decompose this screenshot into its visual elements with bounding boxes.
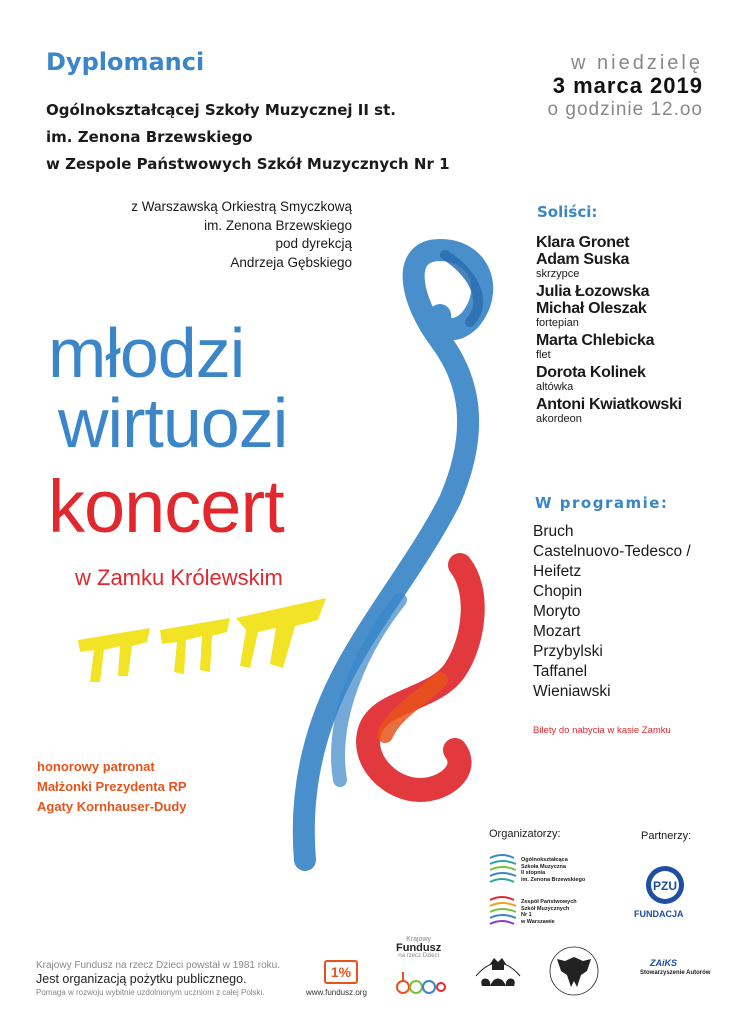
orchestra-line: z Warszawską Orkiestrą Smyczkową <box>131 199 352 214</box>
headline-location: w Zamku Królewskim <box>75 565 283 590</box>
zaiks-subtitle: Stowarzyszenie Autorów <box>640 970 711 976</box>
pzu-logo-icon <box>645 865 685 905</box>
program-heading: W programie: <box>535 494 669 512</box>
soloist-instrument: fortepian <box>536 317 579 329</box>
pzu-foundation-label: FUNDACJA <box>634 909 684 919</box>
one-percent-badge: 1% <box>324 960 358 984</box>
soloist-name: Dorota Kolinek <box>536 364 646 381</box>
composer: Taffanel <box>533 663 588 680</box>
soloists-list <box>536 234 682 428</box>
orchestra-info <box>60 198 352 272</box>
program-list <box>533 522 691 702</box>
soloist-group <box>536 396 682 425</box>
school-name <box>46 97 450 178</box>
school-line: w Zespole Państwowych Szkół Muzycznych Nr 1 <box>46 155 450 173</box>
soloist-name: Julia Łozowska <box>536 283 650 300</box>
composer: Wieniawski <box>533 683 611 700</box>
zaiks-logo: ZAiKS <box>650 958 677 968</box>
composer: Castelnuovo-Tedesco / <box>533 543 691 560</box>
soloist-group <box>536 364 682 393</box>
patronage <box>37 757 187 817</box>
royal-castle-logo-icon <box>468 948 528 996</box>
event-time: o godzinie 12.oo <box>547 99 703 120</box>
org-line: Ogólnokształcąca <box>521 857 568 863</box>
patronage-line: honorowy patronat <box>37 759 155 774</box>
org-line: II stopnia <box>521 870 546 876</box>
composer: Przybylski <box>533 643 603 660</box>
orchestra-line: pod dyrekcją <box>275 236 352 251</box>
soloist-name: Antoni Kwiatkowski <box>536 396 682 413</box>
pzu-logo-text: PZU <box>653 879 677 893</box>
event-date <box>548 52 703 121</box>
tickets-info: Bilety do nabycia w kasie Zamku <box>533 725 671 736</box>
partners-heading: Partnerzy: <box>641 830 692 842</box>
composer: Bruch <box>533 523 574 540</box>
kf-instruments-icon <box>396 970 446 996</box>
kf-main: Fundusz <box>396 942 442 954</box>
footer-line3: Pomaga w rozwoju wybitnie uzdolnionym uczniom z całej Polski. <box>36 988 265 997</box>
org-line: im. Zenona Brzewskiego <box>521 876 586 883</box>
footer-line1: Krajowy Fundusz na rzecz Dzieci powstał w 1981 roku. <box>36 960 280 971</box>
headline-wirtuozi: wirtuozi <box>58 384 288 462</box>
organizers-heading: Organizatorzy: <box>489 828 561 840</box>
org-line: Zespół Państwowych <box>521 899 577 905</box>
zpsm-logo-icon <box>488 894 520 928</box>
composer: Mozart <box>533 623 581 640</box>
organizer-oss-name <box>521 857 585 883</box>
org-line: w Warszawie <box>521 918 555 925</box>
orchestra-line: Andrzeja Gębskiego <box>230 254 352 270</box>
soloist-group <box>536 283 682 329</box>
soloist-instrument: akordeon <box>536 413 582 425</box>
soloist-name: Klara Gronet <box>536 234 630 251</box>
school-line: Ogólnokształcącej Szkoły Muzycznej II st. <box>46 101 396 119</box>
headline-koncert: koncert <box>48 465 284 548</box>
eagle-emblem-icon <box>545 945 603 997</box>
composer: Chopin <box>533 583 583 600</box>
krajowy-fundusz-logo <box>396 936 441 959</box>
footer-line2: Jest organizacją pożytku publicznego. <box>36 972 247 986</box>
organizer-zpsm-name <box>521 899 577 925</box>
composer: Heifetz <box>533 563 582 580</box>
orchestra-line: im. Zenona Brzewskiego <box>204 217 352 233</box>
soloists-heading: Soliści: <box>537 203 598 221</box>
kf-top: Krajowy <box>406 936 432 943</box>
soloist-name: Michał Oleszak <box>536 300 647 317</box>
composer: Moryto <box>533 603 581 620</box>
yellow-strokes <box>78 598 326 682</box>
patronage-line: Małżonki Prezydenta RP <box>37 779 187 794</box>
event-day: w niedzielę <box>571 52 703 74</box>
org-line: Szkoła Muzyczna <box>521 863 566 870</box>
oss-logo-icon <box>488 852 520 886</box>
soloist-instrument: flet <box>536 349 551 361</box>
event-date-value: 3 marca 2019 <box>552 73 703 98</box>
patronage-line: Agaty Kornhauser-Dudy <box>37 799 187 814</box>
soloist-group <box>536 234 682 280</box>
soloist-group <box>536 332 682 361</box>
headline-mlodzi: młodzi <box>48 314 245 392</box>
soloist-instrument: skrzypce <box>536 268 580 280</box>
org-line: Szkół Muzycznych <box>521 905 570 912</box>
kf-sub: na rzecz Dzieci <box>398 953 439 959</box>
fundusz-url: www.fundusz.org <box>306 988 367 997</box>
org-line: Nr 1 <box>521 912 532 918</box>
soloist-instrument: altówka <box>536 381 574 393</box>
school-line: im. Zenona Brzewskiego <box>46 128 253 146</box>
soloist-name: Marta Chlebicka <box>536 332 655 349</box>
title-dyplomanci: Dyplomanci <box>46 48 205 76</box>
soloist-name: Adam Suska <box>536 251 630 268</box>
